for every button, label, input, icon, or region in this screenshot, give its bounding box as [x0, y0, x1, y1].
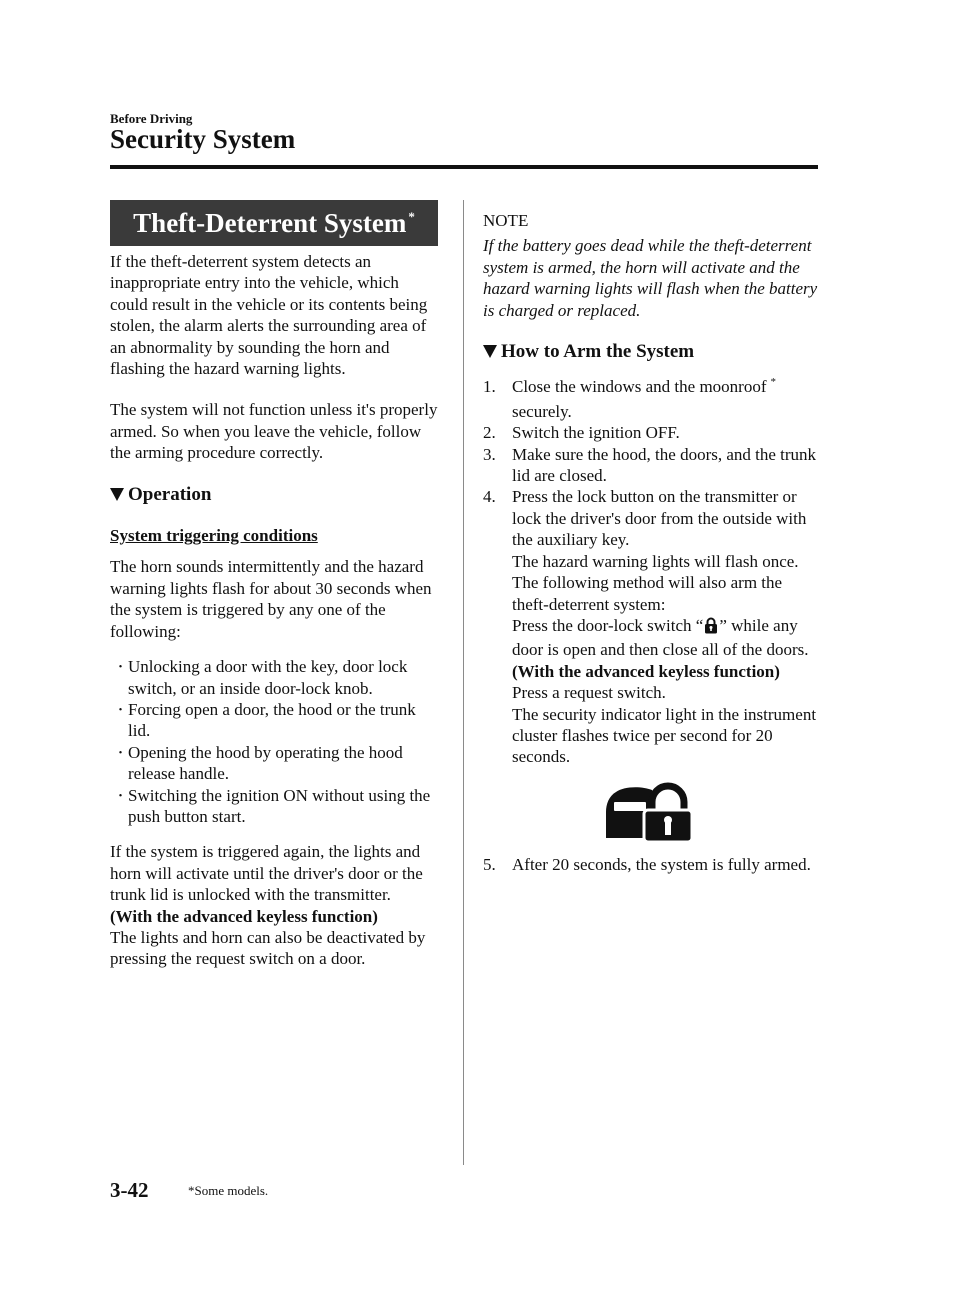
- arm-heading: [483, 341, 823, 362]
- triangle-bullet-icon: [483, 345, 497, 358]
- intro-paragraph: If the theft-deterrent system detects an inappropriate entry into the vehicle, which could result in the vehicle or its contents being stolen, the alarm alerts the surrounding area of an abnormality by sounding the horn and flashing the hazard warning lights.: [110, 252, 428, 379]
- security-indicator-icon: [473, 768, 823, 854]
- step-4: 4. Press the lock button on the transmitter or lock the driver's door from the outside with the auxiliary key. The hazard warning lights will flash once. The following method will also arm the theft-deterrent system: Press the door-lock switch “ ” while any door is open and then close all of the doors. (With the advanced keyless function) Press a request switch. The security indicator light in the instrument cluster flashes twice per second for 20 seconds.: [483, 487, 817, 767]
- step-1: 1. Close the windows and the moonroof * securely.: [483, 376, 776, 421]
- arming-steps: [483, 376, 823, 767]
- topic-banner: [110, 200, 438, 246]
- operation-heading-text: Operation: [128, 483, 212, 505]
- operation-heading: [110, 484, 440, 505]
- list-item: ・ Unlocking a door with the key, door lock switch, or an inside door-lock knob.: [114, 657, 408, 698]
- trigger-intro: The horn sounds intermittently and the hazard warning lights flash for about 30 seconds when the system is triggered by any one of the following:: [110, 557, 432, 641]
- padlock-icon: [704, 617, 718, 639]
- step-5: 5. After 20 seconds, the system is fully armed.: [483, 854, 811, 874]
- note-label: NOTE: [483, 211, 529, 230]
- step-asterisk: *: [770, 376, 776, 389]
- list-item: ・ Opening the hood by operating the hood release handle.: [114, 742, 403, 784]
- right-column: [483, 210, 823, 875]
- bullet-marker: ・: [114, 787, 128, 803]
- bullet-marker: ・: [114, 701, 128, 717]
- trigger-heading: System triggering conditions: [110, 526, 318, 546]
- step-3: 3. Make sure the hood, the doors, and the trunk lid are closed.: [483, 444, 817, 486]
- arming-steps-continued: [483, 854, 823, 875]
- bullet-marker: ・: [114, 744, 128, 760]
- step-2: 2. Switch the ignition OFF.: [483, 423, 680, 443]
- column-divider: [463, 200, 464, 1165]
- triangle-bullet-icon: [110, 488, 124, 501]
- left-column: [110, 251, 440, 970]
- header-rule: [110, 165, 818, 169]
- bullet-marker: ・: [114, 659, 128, 675]
- list-item: ・ Forcing open a door, the hood or the trunk lid.: [114, 699, 416, 741]
- banner-asterisk: *: [408, 209, 415, 224]
- arm-heading-text: How to Arm the System: [501, 341, 695, 363]
- keyless-paragraph: The lights and horn can also be deactivated by pressing the request switch on a door.: [110, 927, 426, 969]
- footnote: *Some models.: [188, 1183, 269, 1198]
- note-text: If the battery goes dead while the theft-deterrent system is armed, the horn will activate and the hazard warning lights will flash when the battery is charged or replaced.: [483, 236, 818, 320]
- list-item: ・ Switching the ignition ON without using the push button start.: [114, 785, 431, 826]
- arming-note-paragraph: The system will not function unless it's properly armed. So when you leave the vehicle, follow the arming procedure correctly.: [110, 400, 438, 463]
- retrigger-paragraph: If the system is triggered again, the lights and horn will activate until the driver's door or the trunk lid is unlocked with the transmitter.: [110, 842, 423, 905]
- page-title: Security System: [110, 124, 296, 154]
- page-number: 3-42: [110, 1178, 149, 1202]
- keyless-label: (With the advanced keyless function): [110, 906, 378, 926]
- banner-title: Theft-Deterrent System: [133, 207, 407, 238]
- trigger-list: [110, 656, 440, 827]
- section-label: Before Driving: [110, 111, 193, 126]
